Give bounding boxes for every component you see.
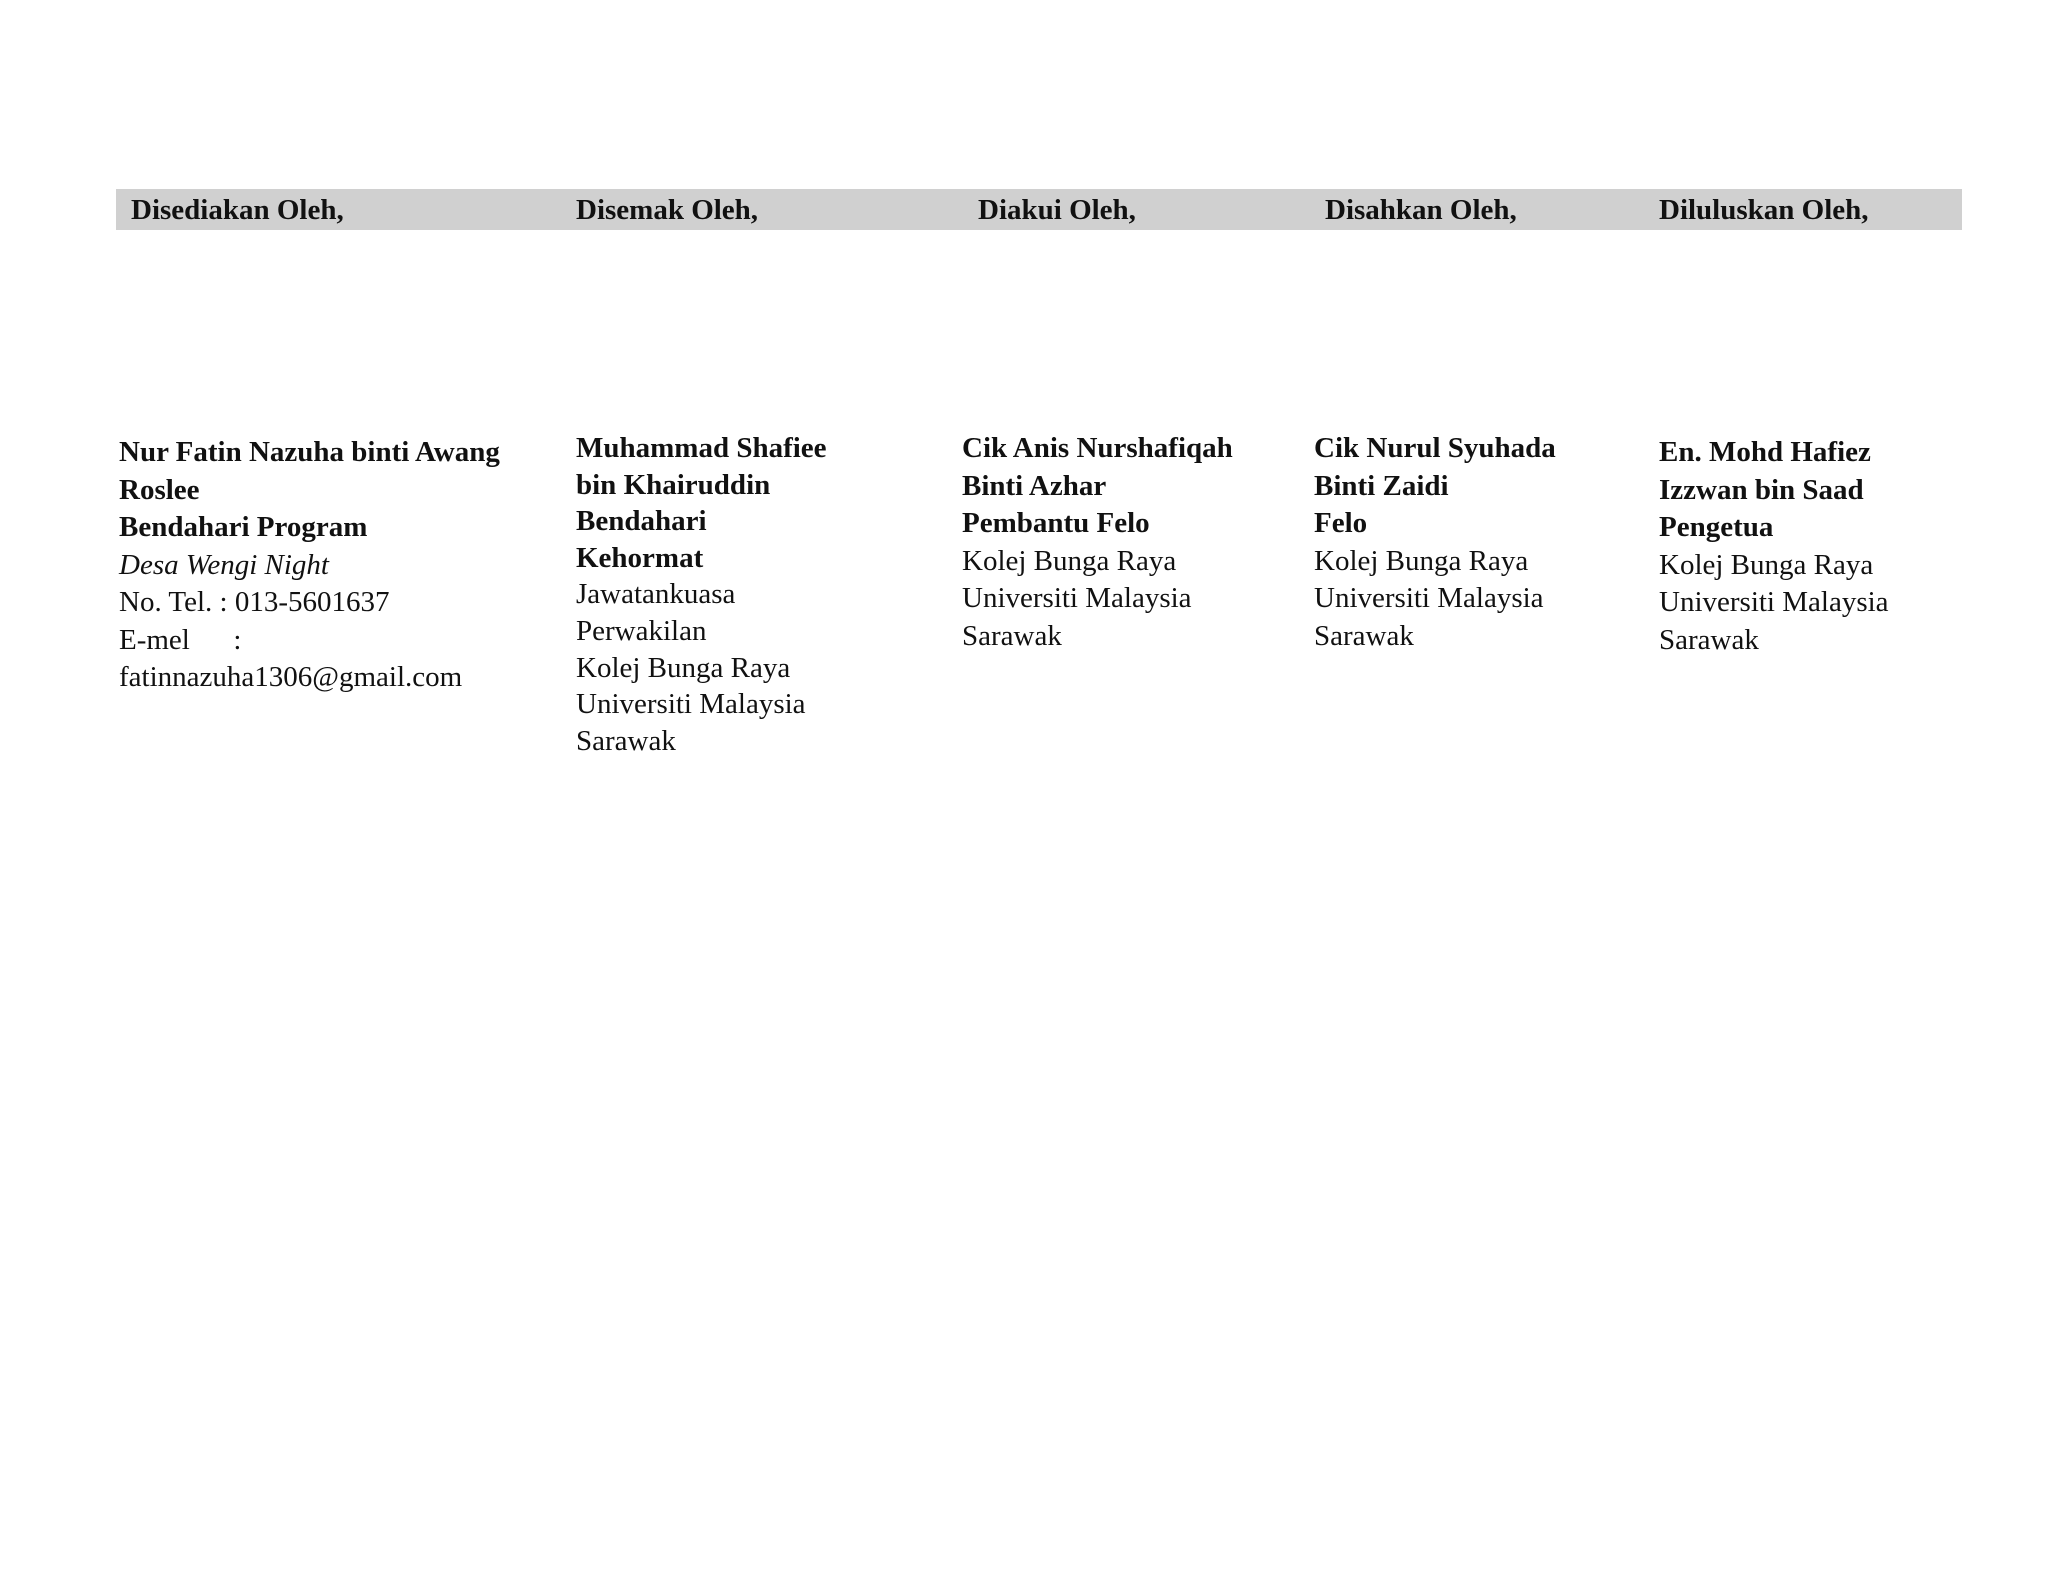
signatory-name-line: bin Khairuddin	[576, 468, 771, 501]
signatory-name-line: Nur Fatin Nazuha binti Awang	[119, 436, 500, 468]
organization-line: Jawatankuasa	[576, 578, 736, 611]
signatory-name-line: Cik Nurul Syuhada	[1314, 432, 1556, 464]
university-name: Universiti Malaysia	[576, 688, 806, 721]
college-name: Kolej Bunga Raya	[1314, 544, 1529, 577]
university-name: Universiti Malaysia	[1314, 582, 1544, 614]
header-certified-by: Disahkan Oleh,	[1325, 194, 1517, 226]
phone-number: No. Tel. : 013-5601637	[119, 586, 390, 618]
signatory-name-line: Cik Anis Nurshafiqah	[962, 432, 1233, 464]
signatory-approved-by	[1659, 434, 1889, 659]
signatory-checked-by	[576, 430, 827, 759]
signatory-position: Bendahari Program	[119, 511, 368, 543]
signatory-name-line: Izzwan bin Saad	[1659, 473, 1864, 506]
signatory-name-line: Binti Zaidi	[1314, 469, 1449, 502]
signatory-name-line: Muhammad Shafiee	[576, 432, 827, 464]
signatory-certified-by	[1314, 430, 1556, 655]
college-name: Kolej Bunga Raya	[962, 544, 1177, 577]
header-acknowledged-by: Diakui Oleh,	[978, 194, 1136, 226]
university-name: Universiti Malaysia	[1659, 586, 1889, 618]
signatory-name-line: Roslee	[119, 473, 200, 506]
signatory-acknowledged-by	[962, 430, 1233, 655]
header-prepared-by: Disediakan Oleh,	[131, 194, 344, 226]
signatory-position: Kehormat	[576, 541, 704, 574]
signatory-name-line: En. Mohd Hafiez	[1659, 436, 1871, 468]
signatory-position: Bendahari	[576, 505, 707, 538]
signatory-position: Pembantu Felo	[962, 507, 1150, 539]
university-name: Sarawak	[962, 619, 1062, 652]
email-label: E-mel :	[119, 623, 242, 656]
college-name: Kolej Bunga Raya	[1659, 548, 1874, 581]
signatory-prepared-by	[119, 434, 500, 697]
university-name: Sarawak	[576, 724, 676, 757]
signatory-position: Felo	[1314, 507, 1368, 539]
email-address: fatinnazuha1306@gmail.com	[119, 661, 463, 693]
university-name: Sarawak	[1659, 623, 1759, 656]
signatory-name-line: Binti Azhar	[962, 469, 1107, 502]
header-checked-by: Disemak Oleh,	[576, 194, 759, 226]
program-name: Desa Wengi Night	[119, 548, 329, 581]
signatory-position: Pengetua	[1659, 511, 1774, 543]
university-name: Universiti Malaysia	[962, 582, 1192, 614]
university-name: Sarawak	[1314, 619, 1414, 652]
header-approved-by: Diluluskan Oleh,	[1659, 194, 1869, 226]
college-name: Kolej Bunga Raya	[576, 651, 791, 684]
organization-line: Perwakilan	[576, 614, 707, 647]
